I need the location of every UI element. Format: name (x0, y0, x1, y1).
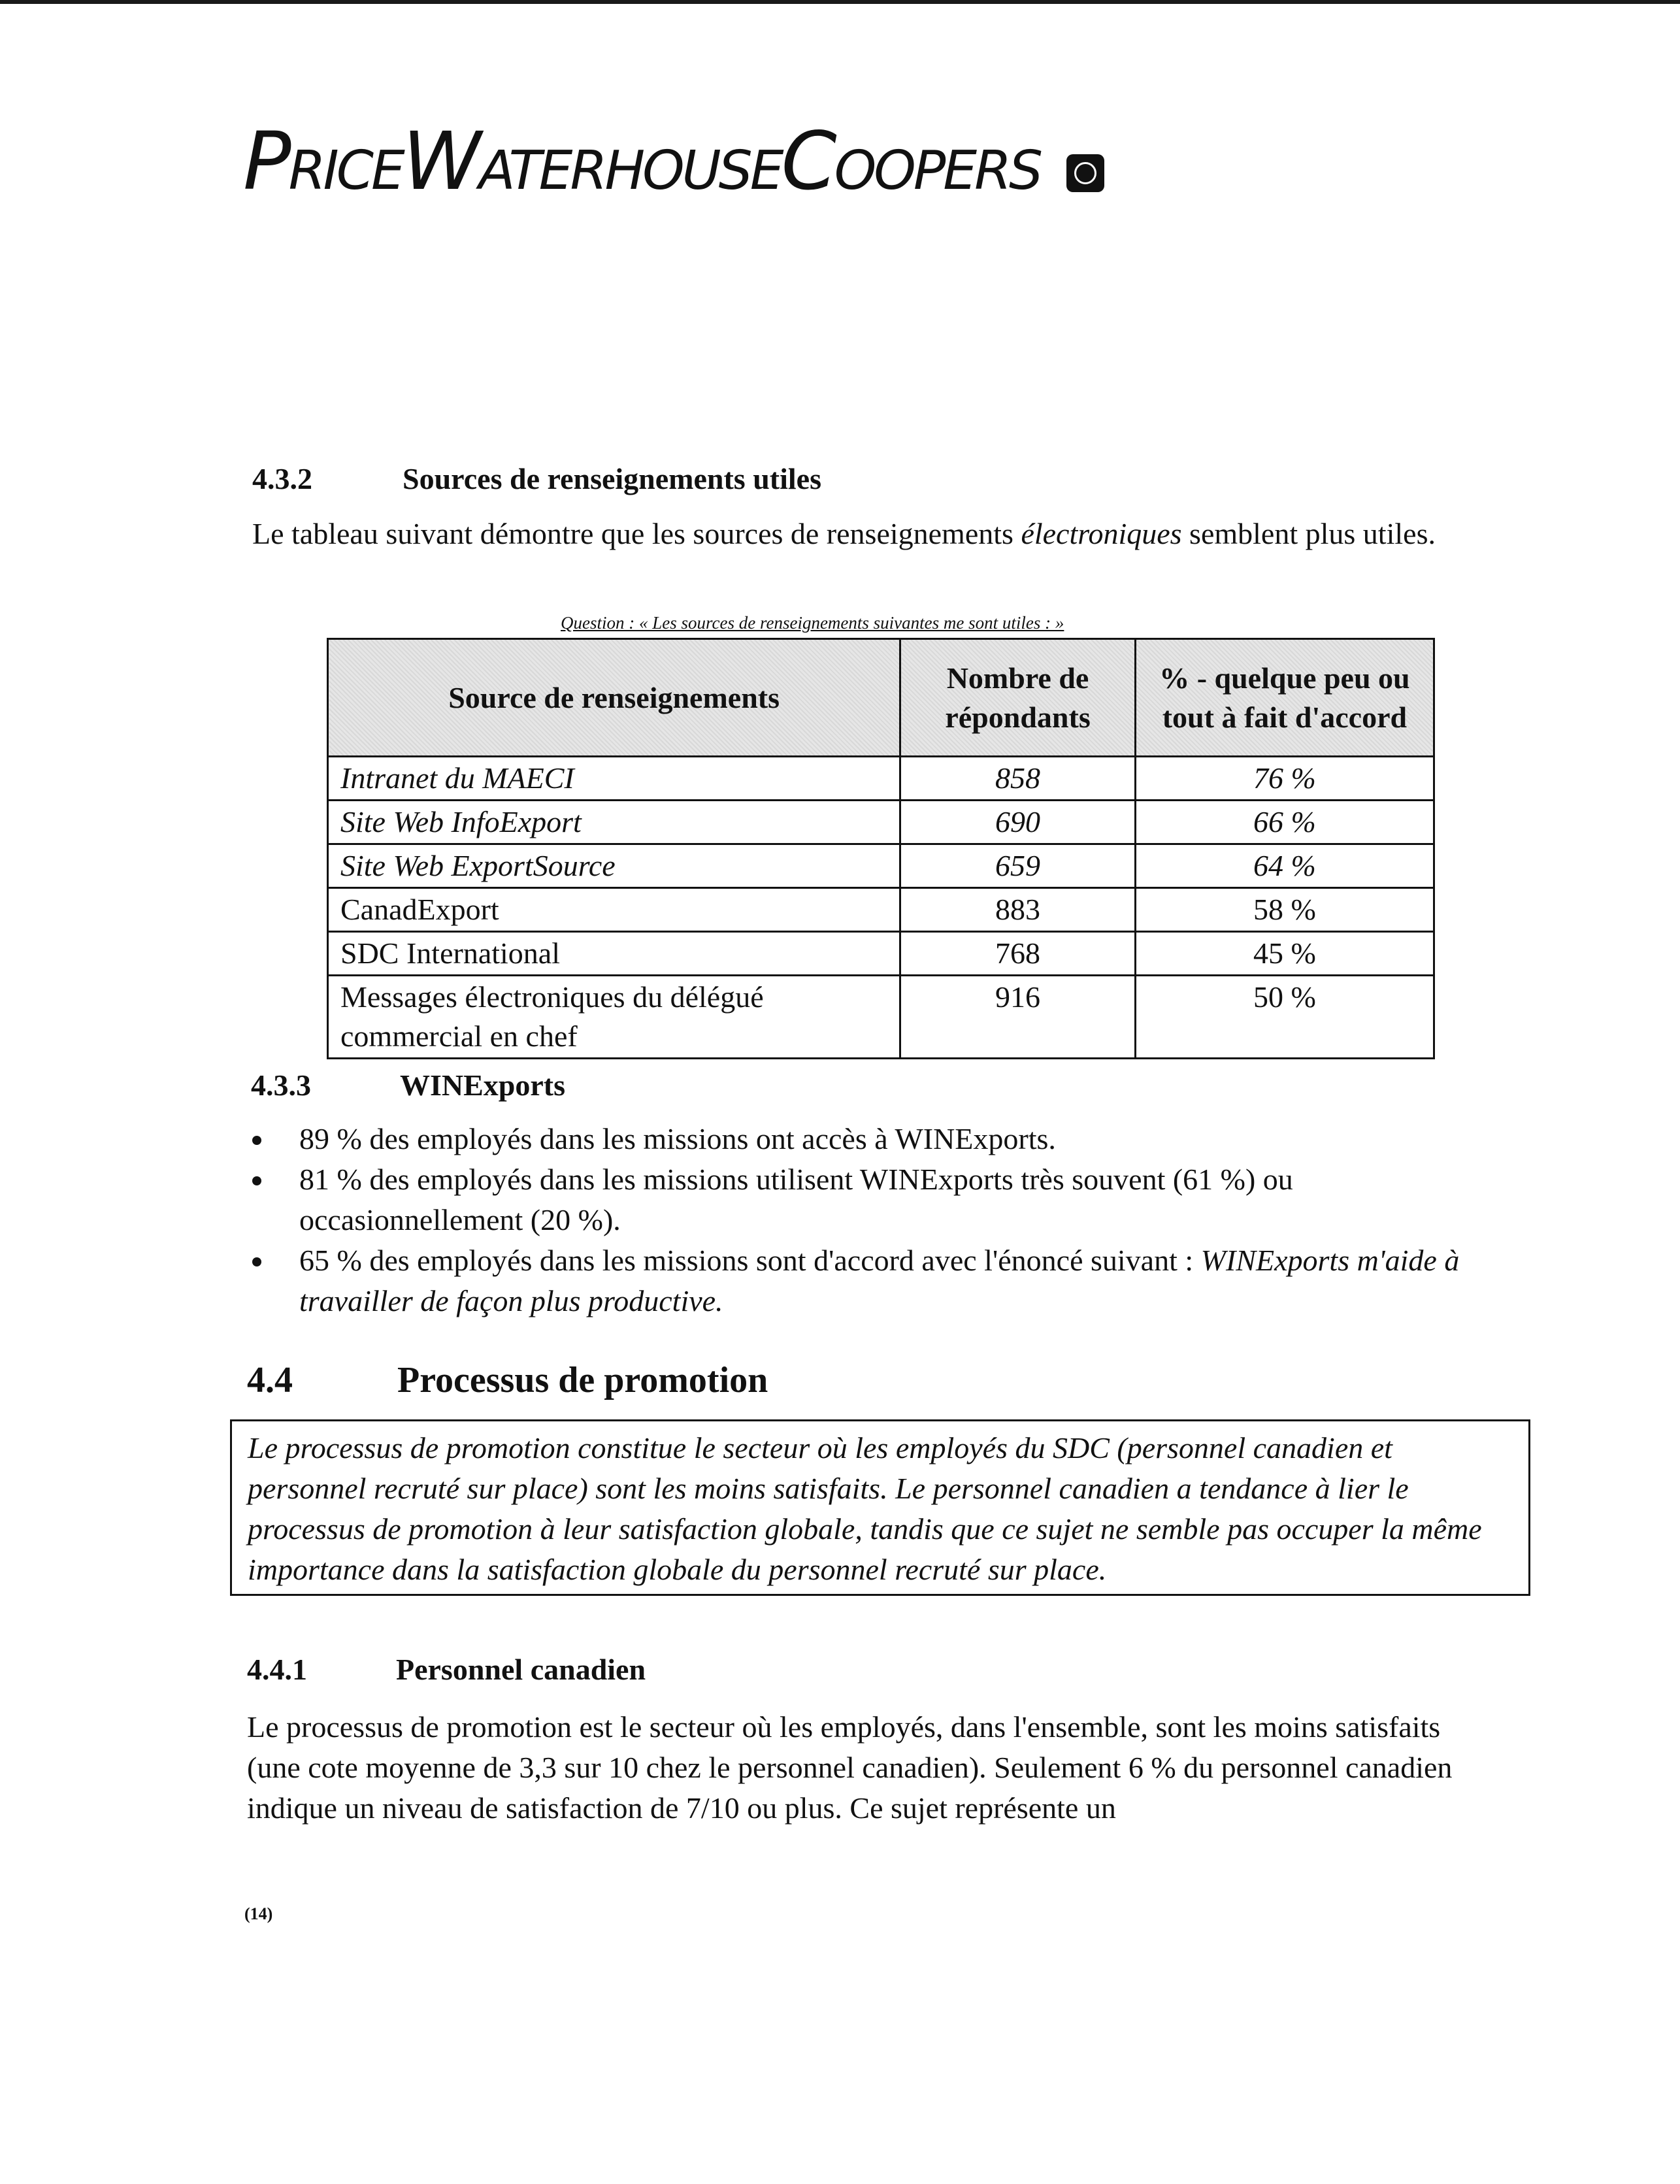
section-number-4-4: 4.4 (247, 1360, 293, 1400)
percent-cell: 66 % (1135, 801, 1434, 844)
source-cell: SDC International (328, 932, 900, 976)
list-item (248, 1240, 1490, 1321)
header-percent: % - quelque peu ou tout à fait d'accord (1135, 639, 1434, 757)
logo-letters: P (243, 115, 289, 208)
summary-box: Le processus de promotion constitue le secteur où les employés du SDC (personnel canadien et personnel recruté sur place) sont les moins satisfaits. Le personnel canadien a tendance à lier le processus de promotion à leur satisfaction globale, tandis que ce sujet ne semble pas occuper la même importance dans la satisfaction globale du personnel recruté sur place. (230, 1419, 1530, 1596)
pwc-emblem-icon (1066, 154, 1104, 192)
bullet-icon (252, 1176, 261, 1185)
table-row (328, 801, 1434, 844)
count-cell: 659 (900, 844, 1136, 888)
source-cell: Site Web ExportSource (328, 844, 900, 888)
pwc-wordmark (243, 115, 1041, 208)
table-header-row (328, 639, 1434, 757)
bullet-text: 89 % des employés dans les missions ont accès à WINExports. (299, 1122, 1056, 1155)
section-title-4-4: Processus de promotion (397, 1360, 768, 1400)
logo-letters: OOPERS (834, 140, 1041, 202)
bullet-icon (252, 1257, 261, 1266)
section-number-4-4-1: 4.4.1 (247, 1653, 307, 1686)
bullet-icon (252, 1136, 261, 1145)
header-source: Source de renseignements (328, 639, 900, 757)
logo-letters: C (781, 115, 834, 208)
count-cell: 883 (900, 888, 1136, 932)
section-paragraph-4-4-1: Le processus de promotion est le secteur où les employés, dans l'ensemble, sont les moins satisfaits (une cote moyenne de 3,3 sur 10 chez le personnel canadien). Seulement 6 % du personnel canadien indique un niveau de satisfaction de 7/10 ou plus. Ce sujet représente un (247, 1710, 1453, 1825)
intro-text-emphasis: électroniques (1021, 517, 1182, 550)
count-cell: 690 (900, 801, 1136, 844)
logo-letters: W (402, 115, 479, 208)
winexports-bullet-list (248, 1119, 1490, 1321)
source-cell: CanadExport (328, 888, 900, 932)
source-cell: Messages électroniques du délégué commercial en chef (328, 976, 900, 1059)
logo-letters: ATERHOUSE (478, 140, 782, 202)
page-number: (14) (244, 1904, 273, 1923)
section-number-4-3-2: 4.3.2 (252, 462, 312, 495)
section-intro-paragraph (252, 514, 1481, 554)
count-cell: 768 (900, 932, 1136, 976)
table-row (328, 888, 1434, 932)
table-row (328, 976, 1434, 1059)
bullet-text-emphasis: WINExports m'aide à travailler de façon plus productive. (299, 1244, 1460, 1317)
bullet-text: 81 % des employés dans les missions utilisent WINExports très souvent (61 %) ou occasionnellement (20 %). (299, 1163, 1293, 1236)
section-number-4-3-3: 4.3.3 (251, 1068, 311, 1102)
page-top-edge (0, 0, 1680, 4)
section-title-4-3-2: Sources de renseignements utiles (403, 462, 821, 495)
table-row (328, 757, 1434, 801)
intro-text-end: semblent plus utiles. (1181, 517, 1436, 550)
percent-cell: 76 % (1135, 757, 1434, 801)
table-row (328, 844, 1434, 888)
sources-table (327, 638, 1435, 1059)
table-caption: Question : « Les sources de renseignements suivantes me sont utiles : » (561, 613, 1064, 633)
percent-cell: 50 % (1135, 976, 1434, 1059)
source-cell: Site Web InfoExport (328, 801, 900, 844)
percent-cell: 58 % (1135, 888, 1434, 932)
count-cell: 916 (900, 976, 1136, 1059)
section-title-4-3-3: WINExports (400, 1068, 566, 1102)
bullet-text: 65 % des employés dans les missions sont d'accord avec l'énoncé suivant : (299, 1244, 1201, 1277)
percent-cell: 45 % (1135, 932, 1434, 976)
logo-letters: RICE (288, 140, 403, 202)
header-count: Nombre de répondants (900, 639, 1136, 757)
intro-text-start: Le tableau suivant démontre que les sources de renseignements (252, 517, 1021, 550)
source-cell: Intranet du MAECI (328, 757, 900, 801)
pwc-logo (243, 115, 1104, 208)
table-row (328, 932, 1434, 976)
section-title-4-4-1: Personnel canadien (396, 1653, 646, 1686)
list-item (248, 1159, 1490, 1240)
list-item (248, 1119, 1490, 1159)
percent-cell: 64 % (1135, 844, 1434, 888)
count-cell: 858 (900, 757, 1136, 801)
